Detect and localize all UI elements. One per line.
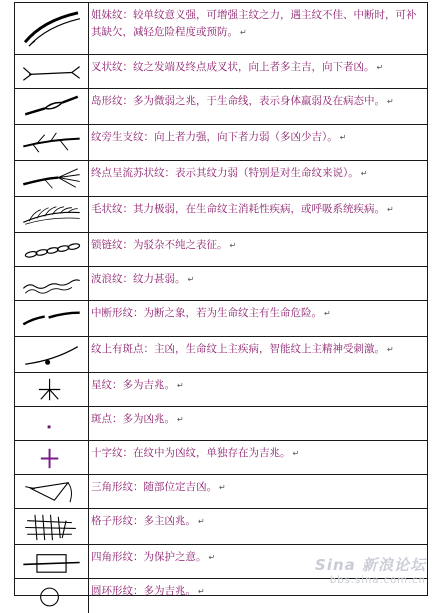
table-row [15, 125, 427, 161]
table-row [15, 579, 427, 613]
row-text: 四角形纹：为保护之意。 ↵ [91, 551, 216, 563]
row-text: 岛形纹：多为微弱之兆，于生命线，表示身体羸弱及在病态中。 ↵ [91, 95, 394, 107]
sister-line-icon [15, 3, 89, 54]
row-text: 圆环形纹：多为吉兆。 ↵ [91, 585, 205, 597]
table-row [15, 161, 427, 197]
row-text: 终点呈流苏状纹：表示其纹力弱（特别是对生命纹来说）。 ↵ [91, 167, 368, 179]
cross-mark-icon [15, 441, 89, 474]
table-row [15, 509, 427, 545]
table-row [15, 301, 427, 337]
row-text: 毛状纹：其力极弱，在生命纹主消耗性疾病，或呼吸系统疾病。 ↵ [91, 203, 394, 215]
table-row [15, 407, 427, 441]
hair-line-icon [15, 197, 89, 232]
square-mark-icon [15, 545, 89, 578]
watermark-brand: Sina 新浪论坛 [315, 556, 426, 574]
row-text: 斑点：多为凶兆。 ↵ [91, 413, 184, 425]
table-row [15, 337, 427, 373]
row-text: 波浪纹：纹力甚弱。 ↵ [91, 273, 195, 285]
star-mark-icon [15, 373, 89, 406]
wave-line-icon [15, 267, 89, 300]
row-text: 三角形纹：随部位定吉凶。 ↵ [91, 481, 226, 493]
table-row [15, 89, 427, 125]
table-row [15, 373, 427, 407]
grid-mark-icon [15, 509, 89, 544]
watermark-url: bbs.sina.com.cn [329, 575, 426, 586]
triangle-mark-icon [15, 475, 89, 508]
dot-mark-icon [15, 407, 89, 440]
row-text: 格子形纹：多主凶兆。 ↵ [91, 515, 205, 527]
row-text: 纹旁生支纹：向上者力强，向下者力弱（多凶少吉）。 ↵ [91, 131, 347, 143]
branch-line-icon [15, 125, 89, 160]
table-row [15, 441, 427, 475]
row-text: 叉状纹：纹之发端及终点成叉状，向上者多主吉，向下者凶。 ↵ [91, 61, 384, 73]
island-line-icon [15, 89, 89, 124]
row-text: 锁链纹：为驳杂不纯之表征。 ↵ [91, 239, 237, 251]
row-text: 十字纹：在纹中为凶纹，单独存在为吉兆。 ↵ [91, 447, 300, 459]
chain-line-icon [15, 233, 89, 266]
broken-line-icon [15, 301, 89, 336]
row-text: 星纹：多为吉兆。 ↵ [91, 379, 184, 391]
table-row [15, 233, 427, 267]
table-row [15, 197, 427, 233]
palm-lines-table [14, 2, 428, 596]
tassel-line-icon [15, 161, 89, 196]
table-row [15, 475, 427, 509]
row-text: 中断形纹：为断之象，若为生命纹主有生命危险。 ↵ [91, 307, 331, 319]
table-row [15, 55, 427, 89]
spotted-line-icon [15, 337, 89, 372]
row-text: 纹上有斑点：主凶，生命纹上主疾病，智能纹上主精神受刺激。 ↵ [91, 343, 394, 355]
circle-mark-icon [15, 579, 89, 613]
table-row [15, 3, 427, 55]
table-row [15, 267, 427, 301]
table-row [15, 545, 427, 579]
fork-line-icon [15, 55, 89, 88]
row-text: 姐妹纹：较单纹意义强，可增强主纹之力，遇主纹不佳、中断时，可补其缺欠，减轻危险程度或预防。 ↵ [91, 9, 417, 38]
